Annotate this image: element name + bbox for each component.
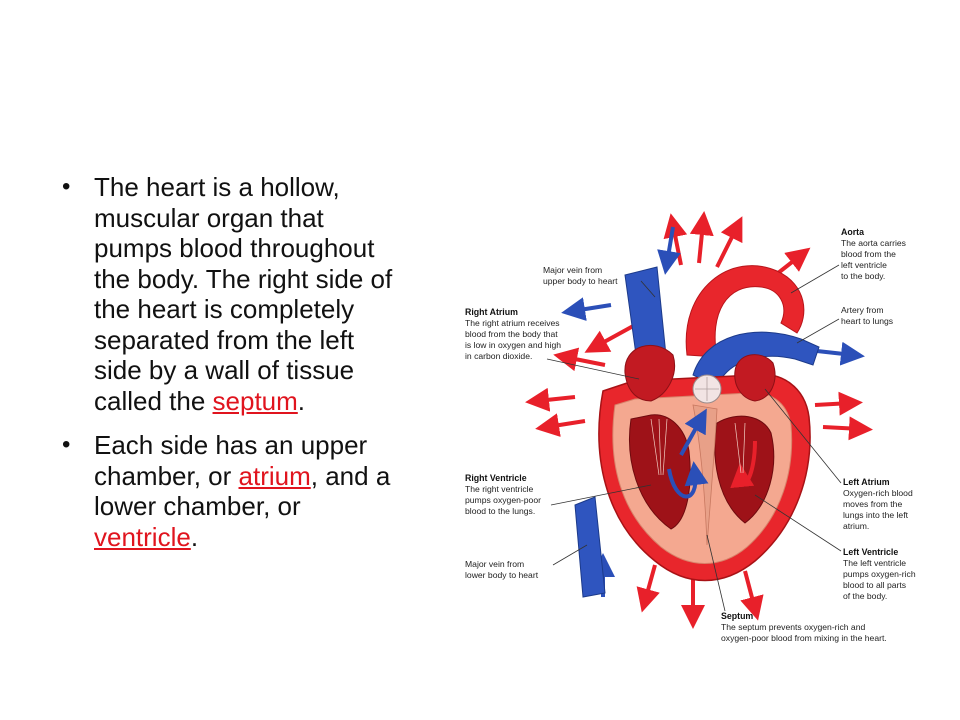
svg-text:Left Atrium: Left Atrium xyxy=(843,477,890,487)
svg-text:lungs into the left: lungs into the left xyxy=(843,510,908,520)
svg-text:Artery from: Artery from xyxy=(841,305,884,315)
label-major-vein-lower xyxy=(465,545,587,580)
svg-text:blood to all parts: blood to all parts xyxy=(843,580,907,590)
svg-text:Major vein from: Major vein from xyxy=(543,265,603,275)
svg-text:Major vein from: Major vein from xyxy=(465,559,525,569)
label-artery xyxy=(797,305,893,343)
svg-text:is low in oxygen and high: is low in oxygen and high xyxy=(465,340,562,350)
svg-text:Left Ventricle: Left Ventricle xyxy=(843,547,899,557)
svg-text:oxygen-poor blood from mixing: oxygen-poor blood from mixing in the heart. xyxy=(721,633,887,643)
svg-text:pumps oxygen-poor: pumps oxygen-poor xyxy=(465,495,541,505)
svg-text:moves from the: moves from the xyxy=(843,499,903,509)
bullet-dot-icon: • xyxy=(62,431,71,458)
svg-text:blood from the: blood from the xyxy=(841,249,896,259)
inferior-vena-cava-shape xyxy=(575,497,605,597)
svg-text:The left ventricle: The left ventricle xyxy=(843,558,907,568)
label-aorta xyxy=(791,227,906,293)
svg-text:upper body to heart: upper body to heart xyxy=(543,276,618,286)
svg-text:The right atrium receives: The right atrium receives xyxy=(465,318,560,328)
svg-text:in carbon dioxide.: in carbon dioxide. xyxy=(465,351,533,361)
svg-text:heart to lungs: heart to lungs xyxy=(841,316,894,326)
heart-diagram xyxy=(455,205,945,655)
bullet-item xyxy=(62,430,402,552)
svg-text:left ventricle: left ventricle xyxy=(841,260,887,270)
svg-text:The right ventricle: The right ventricle xyxy=(465,484,534,494)
svg-text:pumps oxygen-rich: pumps oxygen-rich xyxy=(843,569,916,579)
svg-text:of the body.: of the body. xyxy=(843,591,888,601)
svg-text:Septum: Septum xyxy=(721,611,754,621)
bullet-list xyxy=(62,172,402,566)
bullet-text-end: . xyxy=(190,521,199,552)
svg-text:Aorta: Aorta xyxy=(841,227,864,237)
svg-text:The aorta carries: The aorta carries xyxy=(841,238,906,248)
label-right-atrium xyxy=(465,307,639,379)
bullet-dot-icon: • xyxy=(62,173,71,200)
svg-text:The septum prevents oxygen-ric: The septum prevents oxygen-rich and xyxy=(721,622,866,632)
bullet-item xyxy=(62,172,402,416)
svg-text:Right Atrium: Right Atrium xyxy=(465,307,518,317)
keyword-ventricle: ventricle xyxy=(94,521,191,552)
bullet-text-end: . xyxy=(297,385,306,416)
keyword-atrium: atrium xyxy=(238,460,311,491)
keyword-septum: septum xyxy=(212,385,298,416)
svg-text:atrium.: atrium. xyxy=(843,521,870,531)
bullet-text: The heart is a hollow, muscular organ that pumps blood throughout the body. The right side of the heart is completely separated from the left side by a wall of tissue called the xyxy=(94,172,393,416)
bullet-text-middle: , and a lower chamber, or xyxy=(94,460,391,521)
svg-text:blood to the lungs.: blood to the lungs. xyxy=(465,506,536,516)
svg-text:lower body to heart: lower body to heart xyxy=(465,570,539,580)
svg-text:Oxygen-rich blood: Oxygen-rich blood xyxy=(843,488,913,498)
svg-text:to the body.: to the body. xyxy=(841,271,886,281)
svg-text:blood from the body that: blood from the body that xyxy=(465,329,558,339)
svg-text:Right Ventricle: Right Ventricle xyxy=(465,473,527,483)
bullet-text: Each side has an upper chamber, or xyxy=(94,430,368,491)
